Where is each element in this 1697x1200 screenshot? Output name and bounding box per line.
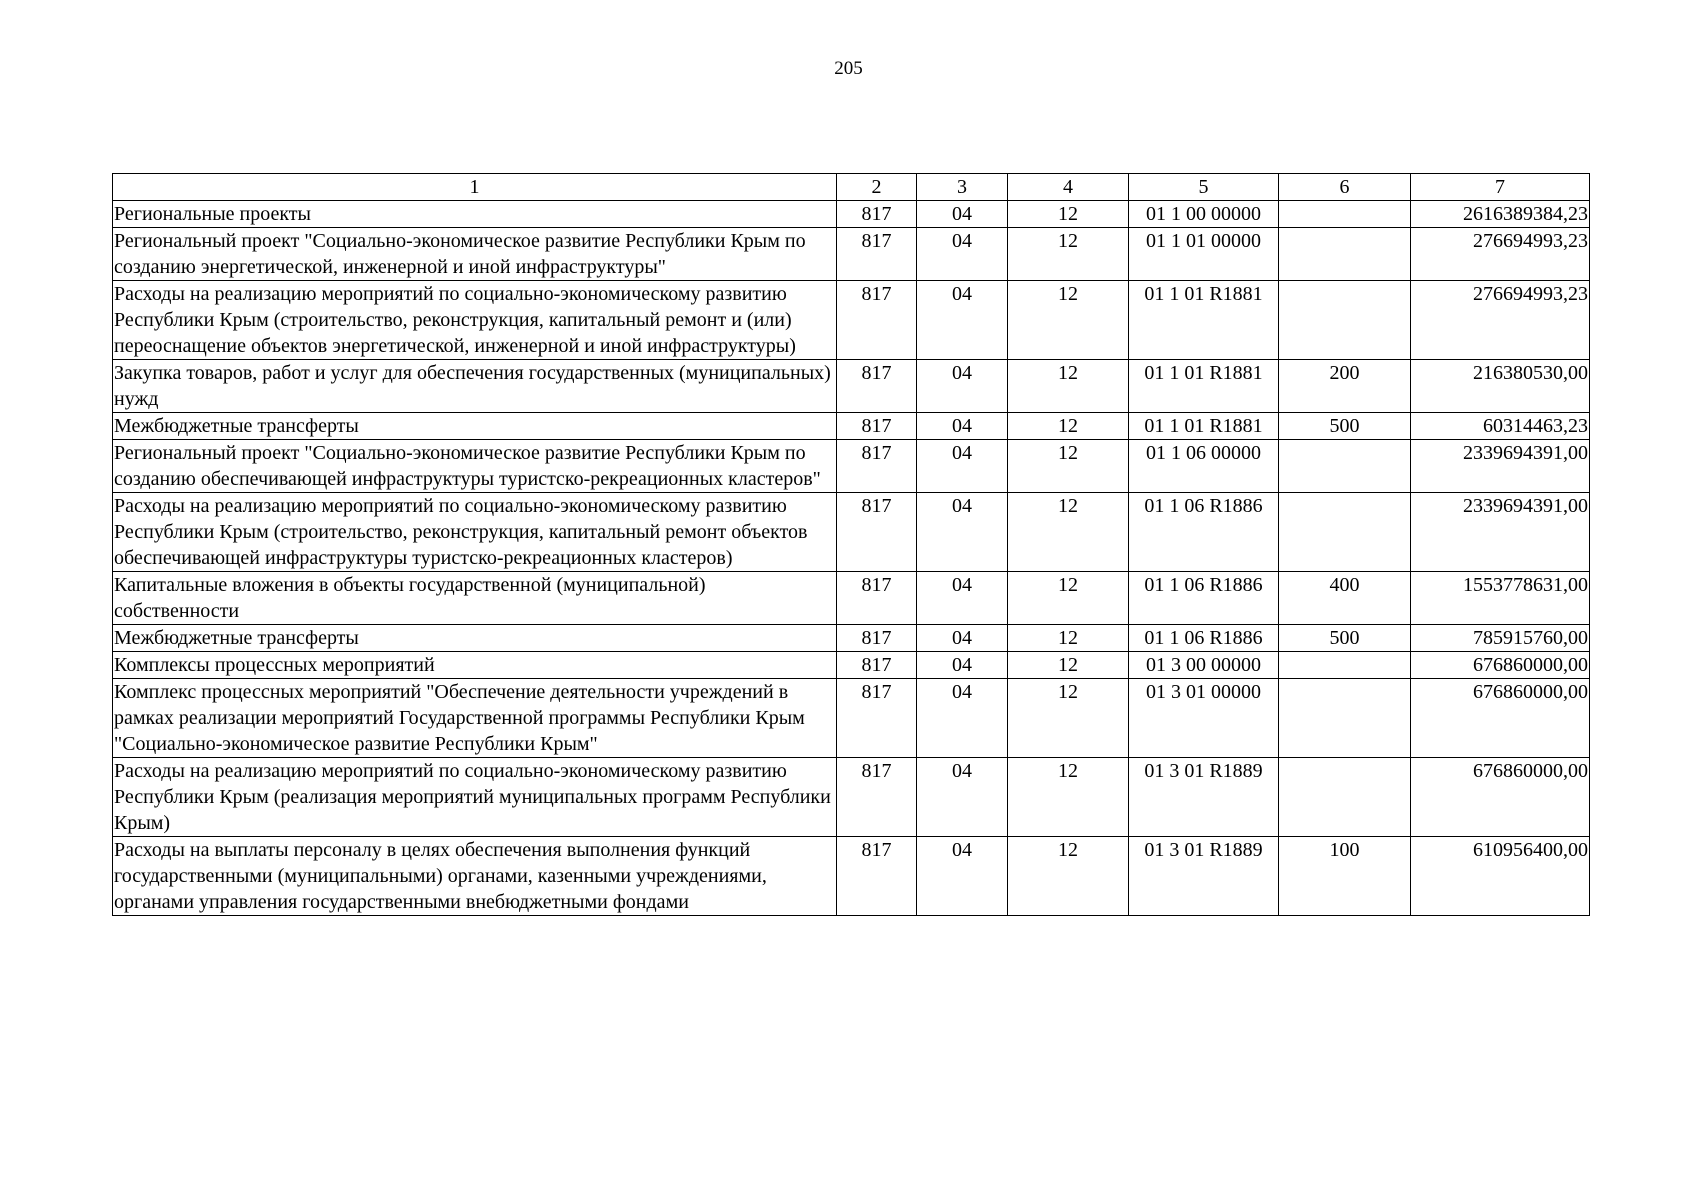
row-name: Комплекс процессных мероприятий "Обеспечение деятельности учреждений в рамках реализации мероприятий Государственной программы Республики Крым "Социально-экономическое развитие Республики Крым"	[113, 679, 837, 758]
row-expense-type: 500	[1279, 413, 1411, 440]
row-target-article: 01 1 06 R1886	[1129, 572, 1279, 625]
row-expense-type	[1279, 281, 1411, 360]
row-amount: 60314463,23	[1411, 413, 1590, 440]
row-subsection-code: 12	[1008, 281, 1129, 360]
table-row	[113, 572, 1590, 625]
row-subsection-code: 12	[1008, 413, 1129, 440]
row-subsection-code: 12	[1008, 201, 1129, 228]
row-subsection-code: 12	[1008, 625, 1129, 652]
row-name: Расходы на реализацию мероприятий по социально-экономическому развитию Республики Крым (строительство, реконструкция, капитальный ремонт объектов обеспечивающей инфраструктуры туристско-рекреационных кластеров)	[113, 493, 837, 572]
row-amount: 676860000,00	[1411, 652, 1590, 679]
row-subsection-code: 12	[1008, 837, 1129, 916]
row-section-code: 04	[917, 493, 1008, 572]
row-section-code: 04	[917, 228, 1008, 281]
table-row	[113, 281, 1590, 360]
row-target-article: 01 1 00 00000	[1129, 201, 1279, 228]
row-subsection-code: 12	[1008, 652, 1129, 679]
row-expense-type	[1279, 493, 1411, 572]
row-ministry-code: 817	[837, 652, 917, 679]
row-amount: 610956400,00	[1411, 837, 1590, 916]
row-section-code: 04	[917, 360, 1008, 413]
table-row	[113, 758, 1590, 837]
table-row	[113, 679, 1590, 758]
row-amount: 276694993,23	[1411, 281, 1590, 360]
table-row	[113, 228, 1590, 281]
row-ministry-code: 817	[837, 360, 917, 413]
row-subsection-code: 12	[1008, 440, 1129, 493]
row-section-code: 04	[917, 413, 1008, 440]
row-name: Межбюджетные трансферты	[113, 625, 837, 652]
row-name: Региональные проекты	[113, 201, 837, 228]
header-col-7: 7	[1411, 174, 1590, 201]
table-row	[113, 360, 1590, 413]
row-name: Расходы на выплаты персоналу в целях обеспечения выполнения функций государственными (муниципальными) органами, казенными учреждениями, органами управления государственными внебюджетными фондами	[113, 837, 837, 916]
row-name: Региональный проект "Социально-экономическое развитие Республики Крым по созданию обеспечивающей инфраструктуры туристско-рекреационных кластеров"	[113, 440, 837, 493]
table-header	[113, 174, 1590, 201]
row-subsection-code: 12	[1008, 758, 1129, 837]
row-expense-type: 400	[1279, 572, 1411, 625]
row-target-article: 01 1 06 00000	[1129, 440, 1279, 493]
row-ministry-code: 817	[837, 201, 917, 228]
row-ministry-code: 817	[837, 413, 917, 440]
header-col-2: 2	[837, 174, 917, 201]
row-ministry-code: 817	[837, 625, 917, 652]
row-name: Региональный проект "Социально-экономическое развитие Республики Крым по созданию энергетической, инженерной и иной инфраструктуры"	[113, 228, 837, 281]
row-ministry-code: 817	[837, 679, 917, 758]
row-amount: 676860000,00	[1411, 758, 1590, 837]
row-expense-type	[1279, 201, 1411, 228]
table-row	[113, 625, 1590, 652]
row-expense-type: 100	[1279, 837, 1411, 916]
row-amount: 2616389384,23	[1411, 201, 1590, 228]
row-name: Расходы на реализацию мероприятий по социально-экономическому развитию Республики Крым (строительство, реконструкция, капитальный ремонт и (или) переоснащение объектов энергетической, инженерной и иной инфраструктуры)	[113, 281, 837, 360]
row-section-code: 04	[917, 440, 1008, 493]
budget-table	[112, 173, 1590, 916]
row-amount: 276694993,23	[1411, 228, 1590, 281]
row-target-article: 01 1 01 00000	[1129, 228, 1279, 281]
header-row	[113, 174, 1590, 201]
row-ministry-code: 817	[837, 228, 917, 281]
row-ministry-code: 817	[837, 758, 917, 837]
row-name: Межбюджетные трансферты	[113, 413, 837, 440]
row-subsection-code: 12	[1008, 493, 1129, 572]
row-amount: 1553778631,00	[1411, 572, 1590, 625]
row-target-article: 01 3 00 00000	[1129, 652, 1279, 679]
row-expense-type: 500	[1279, 625, 1411, 652]
row-amount: 785915760,00	[1411, 625, 1590, 652]
row-name: Расходы на реализацию мероприятий по социально-экономическому развитию Республики Крым (реализация мероприятий муниципальных программ Республики Крым)	[113, 758, 837, 837]
row-expense-type	[1279, 652, 1411, 679]
row-target-article: 01 3 01 00000	[1129, 679, 1279, 758]
row-target-article: 01 3 01 R1889	[1129, 758, 1279, 837]
row-expense-type	[1279, 440, 1411, 493]
row-target-article: 01 3 01 R1889	[1129, 837, 1279, 916]
table-row	[113, 652, 1590, 679]
row-subsection-code: 12	[1008, 572, 1129, 625]
page-number: 205	[834, 58, 863, 79]
row-target-article: 01 1 01 R1881	[1129, 413, 1279, 440]
header-col-6: 6	[1279, 174, 1411, 201]
row-amount: 676860000,00	[1411, 679, 1590, 758]
table-row	[113, 493, 1590, 572]
row-subsection-code: 12	[1008, 228, 1129, 281]
row-expense-type: 200	[1279, 360, 1411, 413]
row-target-article: 01 1 01 R1881	[1129, 360, 1279, 413]
row-ministry-code: 817	[837, 281, 917, 360]
row-section-code: 04	[917, 281, 1008, 360]
row-name: Комплексы процессных мероприятий	[113, 652, 837, 679]
table-row	[113, 837, 1590, 916]
row-amount: 2339694391,00	[1411, 493, 1590, 572]
row-expense-type	[1279, 758, 1411, 837]
row-ministry-code: 817	[837, 837, 917, 916]
row-ministry-code: 817	[837, 572, 917, 625]
row-section-code: 04	[917, 652, 1008, 679]
header-col-3: 3	[917, 174, 1008, 201]
row-section-code: 04	[917, 201, 1008, 228]
row-amount: 2339694391,00	[1411, 440, 1590, 493]
row-expense-type	[1279, 679, 1411, 758]
table-row	[113, 440, 1590, 493]
row-amount: 216380530,00	[1411, 360, 1590, 413]
header-col-4: 4	[1008, 174, 1129, 201]
table-row	[113, 201, 1590, 228]
table-body	[113, 201, 1590, 916]
row-ministry-code: 817	[837, 493, 917, 572]
table-row	[113, 413, 1590, 440]
row-section-code: 04	[917, 625, 1008, 652]
row-section-code: 04	[917, 572, 1008, 625]
row-subsection-code: 12	[1008, 360, 1129, 413]
header-col-1: 1	[113, 174, 837, 201]
row-section-code: 04	[917, 758, 1008, 837]
header-col-5: 5	[1129, 174, 1279, 201]
row-ministry-code: 817	[837, 440, 917, 493]
row-section-code: 04	[917, 837, 1008, 916]
row-name: Капитальные вложения в объекты государственной (муниципальной) собственности	[113, 572, 837, 625]
row-section-code: 04	[917, 679, 1008, 758]
row-expense-type	[1279, 228, 1411, 281]
row-subsection-code: 12	[1008, 679, 1129, 758]
row-target-article: 01 1 06 R1886	[1129, 493, 1279, 572]
row-name: Закупка товаров, работ и услуг для обеспечения государственных (муниципальных) нужд	[113, 360, 837, 413]
row-target-article: 01 1 06 R1886	[1129, 625, 1279, 652]
row-target-article: 01 1 01 R1881	[1129, 281, 1279, 360]
